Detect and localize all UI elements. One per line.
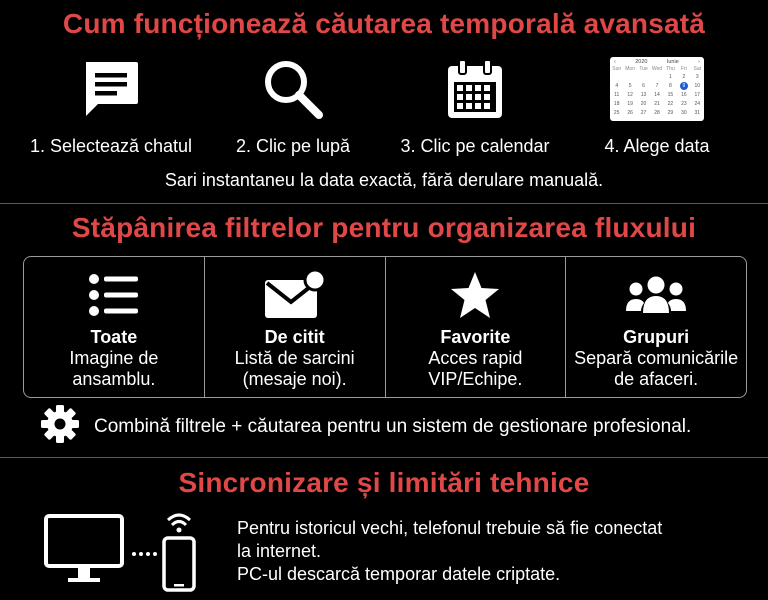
day-cell[interactable]: 11 xyxy=(614,92,620,98)
filter-desc: (mesaje noi). xyxy=(242,369,347,389)
day-cell[interactable]: 25 xyxy=(613,110,620,116)
day-cell[interactable]: 10 xyxy=(694,83,701,89)
day-cell[interactable]: 23 xyxy=(681,101,687,107)
tip-text: Combină filtrele + căutarea pentru un sistem de gestionare profesional. xyxy=(94,415,692,437)
day-cell[interactable]: 2 xyxy=(682,74,686,80)
section1-subtitle: Sari instantaneu la data exactă, fără derulare manuală. xyxy=(164,170,604,190)
next-month-icon: › xyxy=(698,59,700,65)
unread-mail-icon xyxy=(205,267,385,323)
group-icon xyxy=(566,267,746,323)
phone-wifi-icon xyxy=(164,515,194,590)
day-cell[interactable]: 24 xyxy=(694,101,701,107)
week-row xyxy=(610,91,704,100)
section1-title: Cum funcționează căutarea temporală avansată xyxy=(62,8,706,39)
empty-day-cell xyxy=(623,73,636,82)
note-line: Pentru istoricul vechi, telefonul trebuie să fie conectat xyxy=(237,518,663,538)
step-label: 3. Clic pe calendar xyxy=(400,136,550,156)
day-cell[interactable]: 29 xyxy=(667,110,674,116)
day-cell[interactable]: 6 xyxy=(642,83,645,89)
day-cell[interactable]: 5 xyxy=(628,83,632,89)
day-cell[interactable]: 7 xyxy=(655,83,659,89)
weekday-label: Sat xyxy=(693,66,702,72)
year-label: 2020 xyxy=(635,59,648,65)
selected-day[interactable]: 9 xyxy=(680,82,688,90)
note-line: PC-ul descarcă temporar datele criptate. xyxy=(237,564,561,584)
weekday-label: Tue xyxy=(639,66,648,72)
step-pick-date xyxy=(562,52,752,157)
filter-favorites xyxy=(385,257,566,397)
filter-desc: de afaceri. xyxy=(614,369,699,389)
calendar-icon xyxy=(380,52,570,126)
weekday-label: Fri xyxy=(680,66,687,72)
day-cell[interactable]: 3 xyxy=(695,74,699,80)
filter-desc: Listă de sarcini xyxy=(234,348,355,368)
filter-desc: Imagine de xyxy=(69,348,159,368)
filter-name: Toate xyxy=(90,327,138,347)
week-row xyxy=(610,82,704,91)
filter-desc: Acces rapid xyxy=(428,348,523,368)
weekday-label: Mon xyxy=(625,66,635,72)
list-icon xyxy=(24,267,204,323)
step-label: 4. Alege data xyxy=(604,136,710,156)
step-label: 2. Clic pe lupă xyxy=(235,136,351,156)
day-cell[interactable]: 28 xyxy=(654,110,660,116)
filter-name: Favorite xyxy=(440,327,511,347)
tip-line xyxy=(40,404,691,449)
section2-title: Stăpânirea filtrelor pentru organizarea fluxului xyxy=(71,212,697,243)
filter-desc: Separă comunicările xyxy=(574,348,739,368)
empty-day-cell xyxy=(610,73,623,82)
day-cell[interactable] xyxy=(677,82,690,91)
empty-day-cell xyxy=(637,73,650,82)
step-click-magnifier xyxy=(198,52,388,157)
week-row xyxy=(610,109,704,118)
day-cell[interactable]: 12 xyxy=(627,92,633,98)
step-select-chat xyxy=(16,52,206,157)
empty-day-cell xyxy=(650,73,663,82)
day-cell[interactable]: 22 xyxy=(667,101,674,107)
day-cell[interactable]: 14 xyxy=(654,92,660,98)
sync-illustration xyxy=(44,508,204,592)
day-cell[interactable]: 19 xyxy=(627,101,633,107)
day-cell[interactable]: 4 xyxy=(615,83,619,89)
day-cell[interactable]: 8 xyxy=(669,83,672,89)
day-cell[interactable]: 26 xyxy=(627,110,633,116)
day-cell[interactable]: 31 xyxy=(694,110,701,116)
date-picker xyxy=(610,57,704,121)
filter-name: Grupuri xyxy=(623,327,690,347)
filter-groups xyxy=(565,257,746,397)
day-cell[interactable]: 21 xyxy=(654,101,660,107)
day-cell[interactable]: 20 xyxy=(640,101,647,107)
filter-name: De citit xyxy=(264,327,325,347)
weekday-label: Wed xyxy=(651,66,663,72)
filters-box xyxy=(23,256,747,398)
day-cell[interactable]: 13 xyxy=(640,92,647,98)
day-cell[interactable]: 1 xyxy=(669,74,672,80)
day-cell[interactable]: 30 xyxy=(681,110,687,116)
sync-note xyxy=(237,517,662,586)
chat-icon xyxy=(16,52,206,126)
star-icon xyxy=(386,267,566,323)
day-cell[interactable]: 18 xyxy=(613,101,620,107)
divider xyxy=(0,203,768,204)
prev-month-icon: ‹ xyxy=(614,59,616,65)
step-label: 1. Selectează chatul xyxy=(29,136,193,156)
divider xyxy=(0,457,768,458)
week-row xyxy=(610,100,704,109)
gear-icon xyxy=(40,404,80,449)
day-cell[interactable]: 27 xyxy=(640,110,647,116)
week-row xyxy=(610,73,704,82)
filter-unread xyxy=(204,257,385,397)
step-click-calendar xyxy=(380,52,570,157)
weekday-row xyxy=(610,66,704,73)
weekday-label: Thu xyxy=(666,66,675,72)
weekday-label: Sun xyxy=(612,66,622,72)
day-grid xyxy=(610,73,704,118)
note-line: la internet. xyxy=(237,541,322,561)
day-cell[interactable]: 15 xyxy=(667,92,674,98)
monitor-icon xyxy=(46,516,122,582)
filter-all xyxy=(24,257,204,397)
day-cell[interactable]: 16 xyxy=(681,92,687,98)
filter-desc: VIP/Echipe. xyxy=(428,369,523,389)
month-label: Iunie xyxy=(666,59,679,65)
day-cell[interactable]: 17 xyxy=(694,92,701,98)
filter-desc: ansamblu. xyxy=(72,369,156,389)
magnifier-icon xyxy=(198,52,388,126)
section3-title: Sincronizare și limitări tehnice xyxy=(178,467,590,498)
